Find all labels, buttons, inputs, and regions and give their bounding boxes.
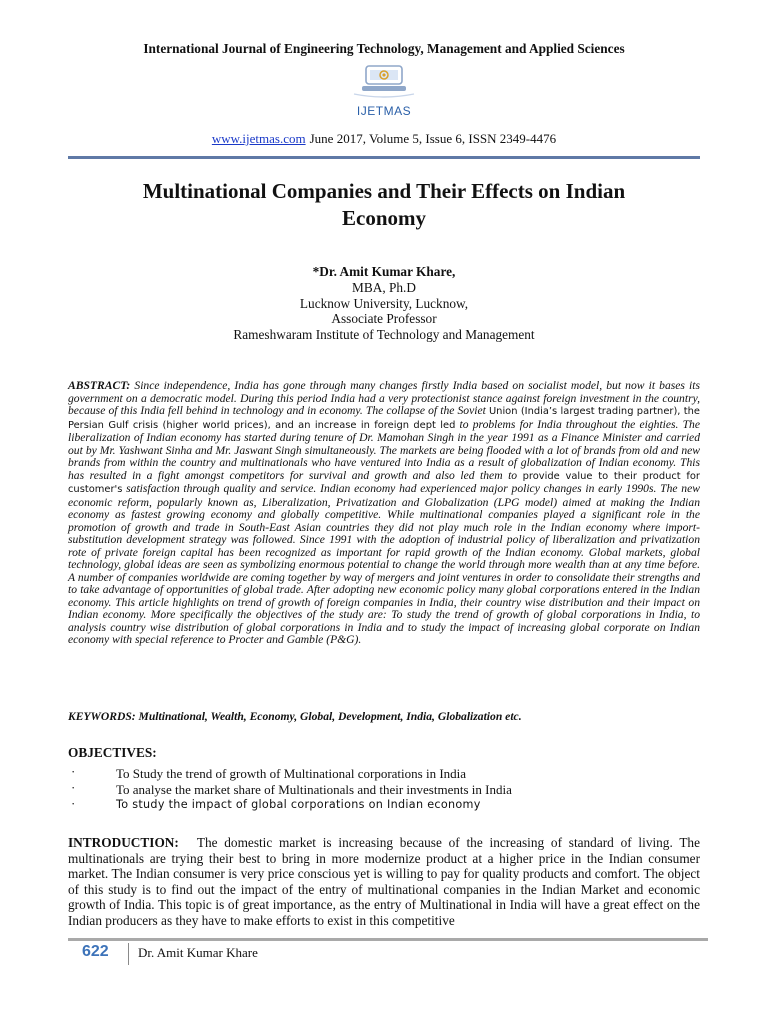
introduction-label: INTRODUCTION: [68, 835, 179, 850]
abstract-text-5: satisfaction through quality and service. Indian economy had experienced major policy changes in early 1990s. The new economic reform, popularly known as, Liberalization, Privatization and Globalization (LPG model) aimed at making the Indian economy as fastest growing economy and globally competitive. While multinational companies played a significant role in the promotion of growth and trade in South-East Asian countries they did not play much role in the Indian economy where import-substitution development strategy was followed. Since 1991 with the adoption of industrial policy of liberalization and privatization rote of private foreign capital has been recognized as important for rapid growth of the Indian economy. Global markets, global technology, global ideas are seen as symbolizing enormous potential to change the world through more wealth than at any time before. A number of companies worldwide are coming together by way of mergers and joint ventures in order to consolidate their strengths and to take advantage of opportunities of global trade. After adopting new economic policy many global corporations entered in the Indian economy. This article highlights on trend of growth of foreign companies in India, their country wise distribution and their impact on Indian economy. More specifically the objectives of the study are: To study the trend of growth of global corporations in India, to analysis country wise distribution of global corporations in India and to study the impact of increasing global corporate on Indian economy with special reference to Procter and Gamble (P&G). [68, 482, 700, 646]
issue-line [0, 131, 768, 147]
introduction-text: The domestic market is increasing because of the increasing of standard of living. The multinationals are trying their best to bring in more modernize product at a higher price in the Indian consumer market. The Indian consumer is very price conscious yet is willing to pay for quality products and comfort. The object of this study is to find out the impact of the entry of multinational companies in the Indian Market and economic growth of India. This topic is of great importance, as the entry of Multinational in India will have a great effect on the Indian producers as they have to make efforts to exist in this competitive [68, 835, 700, 928]
objective-text: To study the impact of global corporations on Indian economy [116, 798, 481, 811]
header-divider [68, 156, 700, 159]
keywords: KEYWORDS: Multinational, Wealth, Economy, Global, Development, India, Globalization etc. [68, 710, 522, 723]
author-block [0, 264, 768, 343]
journal-title: International Journal of Engineering Technology, Management and Applied Sciences [143, 41, 625, 56]
journal-logo [344, 64, 424, 122]
issue-info: June 2017, Volume 5, Issue 6, ISSN 2349-4476 [309, 131, 557, 146]
page-number: 622 [82, 943, 109, 960]
objective-text: To analyse the market share of Multinationals and their investments in India [116, 782, 512, 797]
abstract-text-1: Since independence, India has gone through many changes firstly India based on socialist model, but now it bases its government on a democratic model. During this period India had a very protectionist stance against foreign investment in the country, because of this India fell behind in technology and in economy. The collapse of the Soviet [68, 379, 700, 417]
abstract-label: ABSTRACT: [68, 379, 131, 392]
objective-text: To Study the trend of growth of Multinational corporations in India [116, 766, 467, 781]
logo-text: IJETMAS [356, 104, 412, 118]
paper-title-line-1: Multinational Companies and Their Effects on Indian [142, 179, 626, 203]
abstract-text-3: to problems for India throughout the eighties. The liberalization of Indian economy has started during tenure of Dr. Mamohan Singh in the year 1991 as a Finance Minister and carried out by Mr. Yashwant Sinha and Mr. Jaswant Singh simultaneously. The markets are being flooded with a lot of brands from old and new brands from within the country and multinationals who have ventured into India as a result of globalization of Indian economy. This has resulted in a fight amongst competitors for survival and growth and also led them to [68, 417, 700, 482]
abstract-text-2: Union (India’s largest trading partner), the Persian Gulf crisis (higher world prices), and an increase in foreign dept led [68, 406, 700, 431]
list-item [68, 782, 700, 798]
objectives-title: OBJECTIVES: [68, 745, 157, 760]
objectives-list [68, 766, 700, 814]
list-item [68, 766, 700, 782]
abstract-text-4: provide value to their product for customer's [68, 470, 700, 495]
paper-title [90, 178, 678, 232]
bullet-icon: · [71, 764, 76, 779]
bullet-icon: · [71, 796, 76, 811]
footer-author: Dr. Amit Kumar Khare [138, 945, 258, 960]
abstract [68, 380, 700, 647]
list-item [68, 798, 700, 814]
footer-divider [68, 938, 708, 941]
introduction [68, 835, 700, 929]
author-name: *Dr. Amit Kumar Khare, [312, 264, 456, 279]
bullet-icon: · [71, 780, 76, 795]
author-degree: MBA, Ph.D [352, 279, 416, 295]
journal-website-link[interactable]: www.ijetmas.com [211, 131, 306, 146]
footer-separator [128, 943, 129, 965]
author-institute: Rameshwaram Institute of Technology and Management [233, 327, 535, 343]
paper-title-line-2: Economy [342, 206, 426, 230]
ijetmas-logo-icon [344, 64, 424, 104]
author-university: Lucknow University, Lucknow, [299, 295, 469, 311]
author-position: Associate Professor [331, 311, 437, 327]
